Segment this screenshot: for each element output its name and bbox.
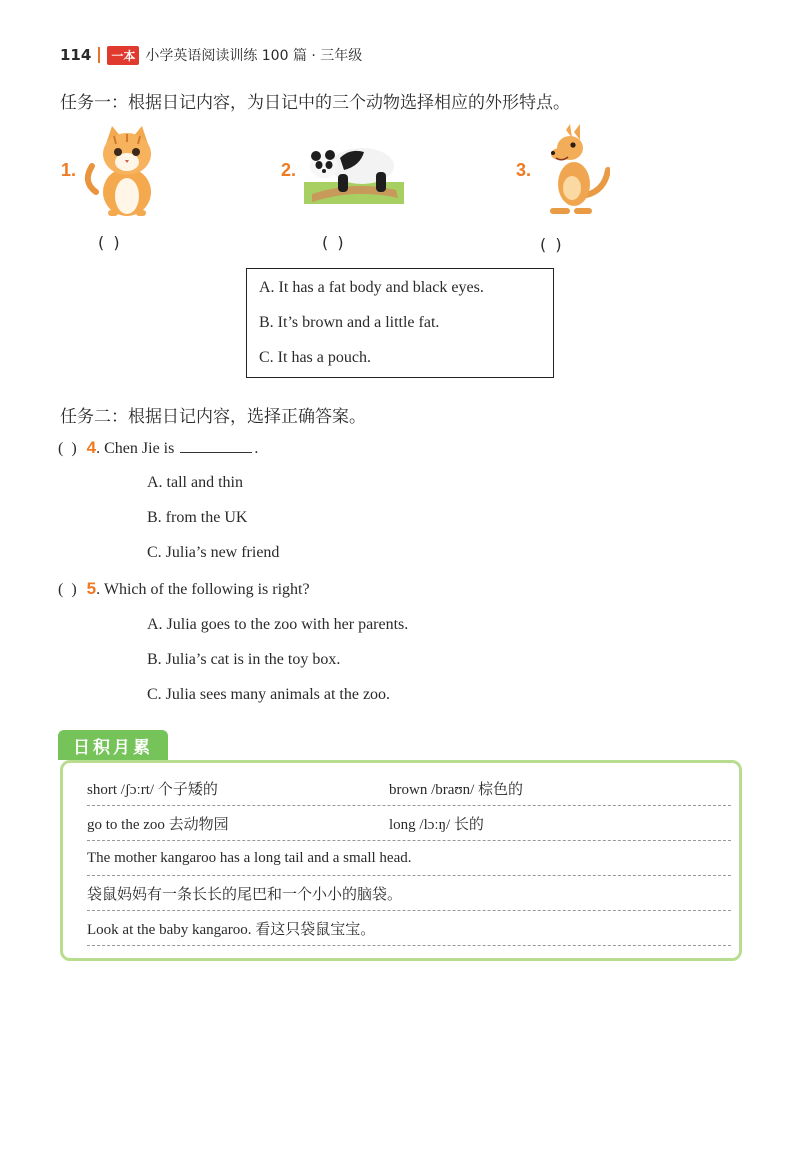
vocab-sentence-en-1: The mother kangaroo has a long tail and a small head.: [87, 849, 412, 866]
question-4: ( ) 4. Chen Jie is .: [58, 438, 259, 457]
question-4-choice-a[interactable]: A. tall and thin: [147, 474, 243, 491]
vocab-word-long: long /lɔːŋ/ 长的: [389, 816, 484, 833]
vocab-tab-label: 日积月累: [58, 730, 168, 760]
task1-title: 任务一：根据日记内容，为日记中的三个动物选择相应的外形特点。: [60, 93, 570, 113]
panda-illustration: [304, 136, 404, 208]
animal-1-number: 1.: [61, 160, 77, 180]
question-5-answer-blank[interactable]: ( ): [58, 581, 79, 598]
vocab-word-brown: brown /braʊn/ 棕色的: [389, 781, 524, 798]
option-c: C. It has a pouch.: [259, 349, 371, 366]
question-5-choice-a[interactable]: A. Julia goes to the zoo with her parents.: [147, 616, 409, 633]
question-5-choice-b[interactable]: B. Julia’s cat is in the toy box.: [147, 651, 341, 668]
cat-illustration: [84, 122, 170, 218]
animal-3-answer-blank[interactable]: ( ): [540, 235, 564, 254]
vocab-phrase-zoo: go to the zoo 去动物园: [87, 816, 229, 833]
animal-3-number: 3.: [516, 160, 532, 180]
question-5-number: 5: [86, 579, 97, 598]
header-divider: [98, 47, 100, 63]
page-number: 114: [60, 46, 92, 64]
options-box: [246, 268, 554, 378]
vocab-sentence-zh-1: 袋鼠妈妈有一条长长的尾巴和一个小小的脑袋。: [87, 886, 403, 903]
book-title: 小学英语阅读训练 100 篇 · 三年级: [145, 48, 363, 64]
vocab-sentence-2: Look at the baby kangaroo. 看这只袋鼠宝宝。: [87, 921, 376, 938]
question-5-choice-c[interactable]: C. Julia sees many animals at the zoo.: [147, 686, 391, 703]
vocab-box: [60, 760, 742, 961]
question-4-choice-c[interactable]: C. Julia’s new friend: [147, 544, 280, 561]
kangaroo-illustration: [540, 124, 610, 218]
vocab-row-2: [87, 806, 731, 841]
question-4-number: 4: [86, 438, 97, 457]
question-5-text: Which of the following is right?: [103, 581, 310, 598]
vocab-row-4: [87, 876, 731, 911]
question-4-choice-b[interactable]: B. from the UK: [147, 509, 248, 526]
vocab-word-short: short /ʃɔːrt/ 个子矮的: [87, 781, 218, 798]
vocab-row-1: [87, 771, 731, 806]
question-5: ( ) 5. Which of the following is right?: [58, 579, 310, 598]
vocab-row-3: [87, 841, 731, 876]
question-4-answer-blank[interactable]: ( ): [58, 440, 79, 457]
task2-title: 任务二：根据日记内容，选择正确答案。: [60, 407, 366, 427]
question-4-text: Chen Jie is: [104, 440, 175, 457]
animal-1-answer-blank[interactable]: ( ): [98, 233, 122, 252]
question-4-fill-blank[interactable]: [180, 438, 252, 453]
page-header: [60, 43, 362, 67]
animal-2-number: 2.: [281, 160, 297, 180]
vocab-row-5: [87, 911, 731, 946]
brand-logo: 一本: [107, 46, 139, 65]
animal-2-answer-blank[interactable]: ( ): [322, 233, 346, 252]
option-b: B. It’s brown and a little fat.: [259, 314, 440, 331]
option-a: A. It has a fat body and black eyes.: [259, 279, 484, 296]
